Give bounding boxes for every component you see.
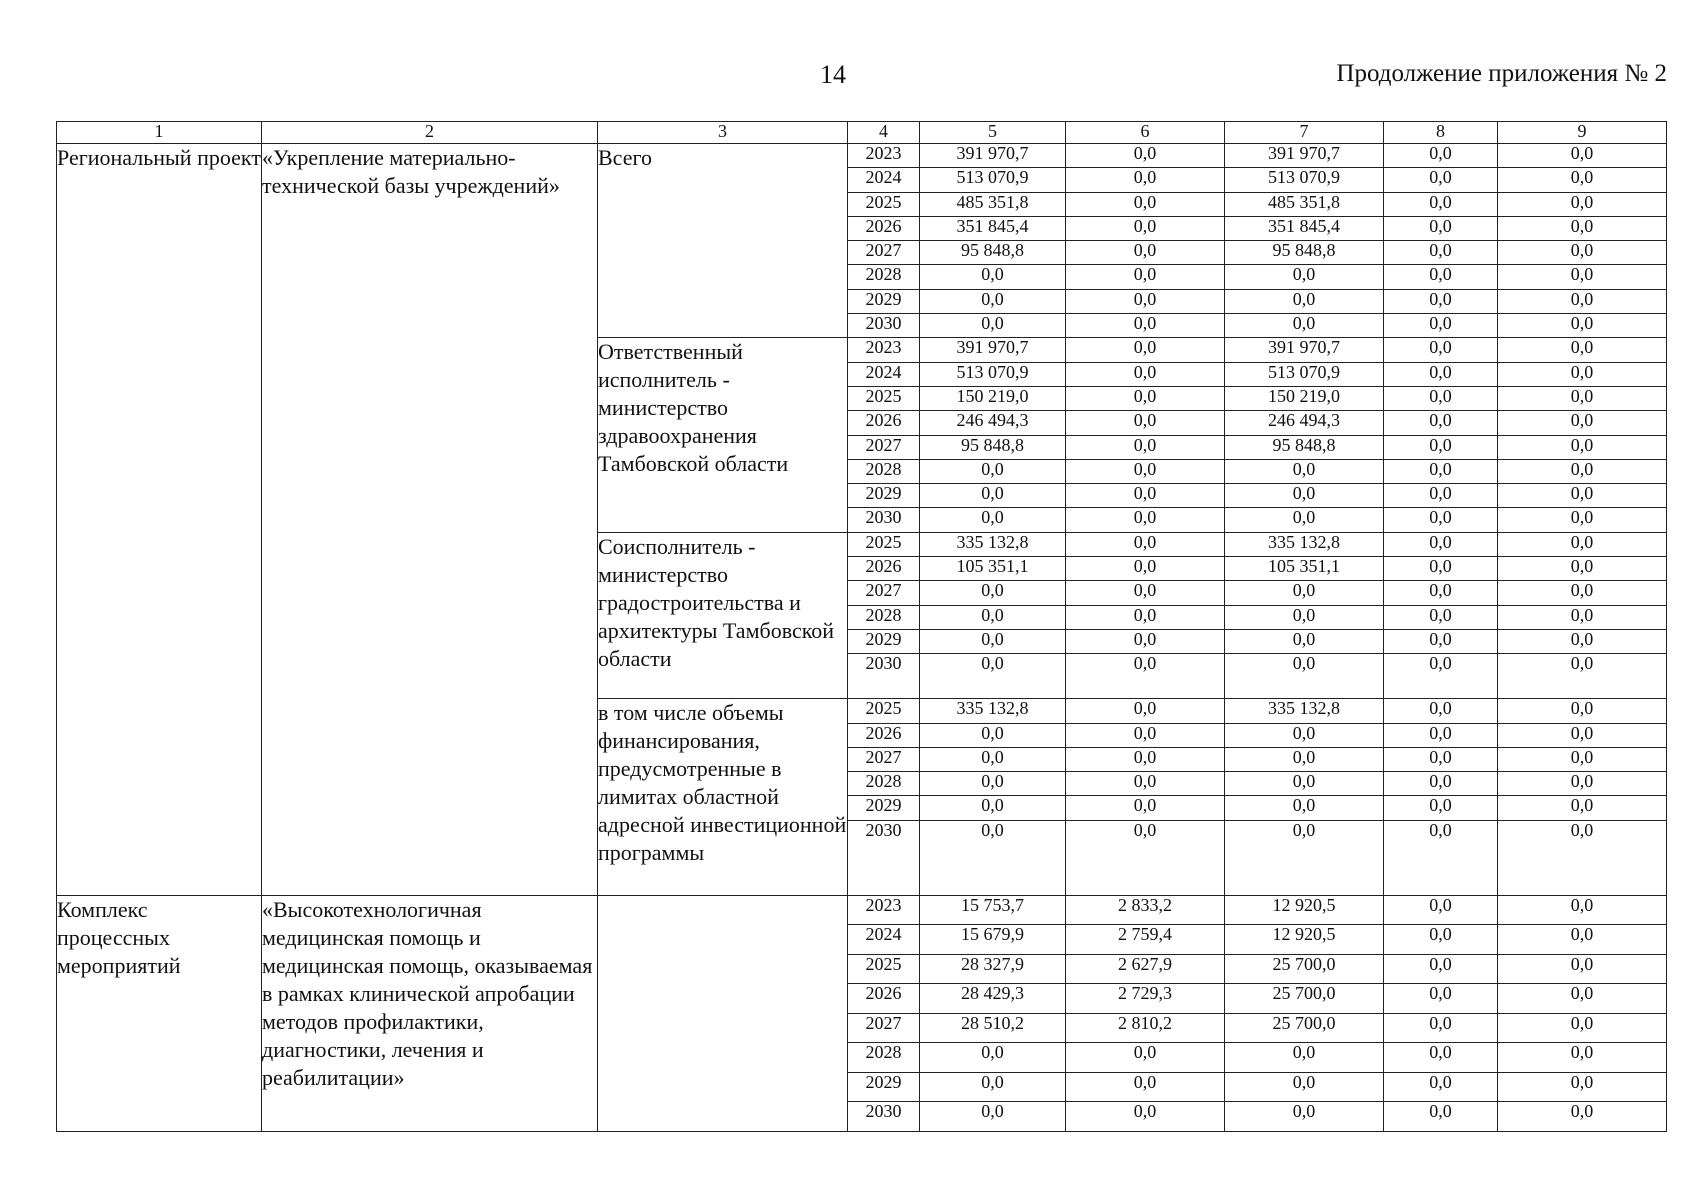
year-cell: 2030 bbox=[848, 820, 920, 895]
amount-cell: 0,0 bbox=[1384, 338, 1498, 362]
amount-cell: 0,0 bbox=[1384, 629, 1498, 653]
amount-cell: 0,0 bbox=[1066, 508, 1225, 532]
amount-cell: 0,0 bbox=[1066, 699, 1225, 723]
amount-cell: 0,0 bbox=[1066, 654, 1225, 699]
amount-cell: 0,0 bbox=[920, 605, 1066, 629]
amount-cell: 0,0 bbox=[1225, 772, 1384, 796]
amount-cell: 335 132,8 bbox=[920, 532, 1066, 556]
year-cell: 2025 bbox=[848, 954, 920, 984]
funding-source-cell: Соисполнитель - министерство градостроительства и архитектуры Тамбовской области bbox=[598, 532, 848, 698]
amount-cell: 0,0 bbox=[1384, 557, 1498, 581]
amount-cell: 351 845,4 bbox=[920, 216, 1066, 240]
amount-cell: 0,0 bbox=[1066, 435, 1225, 459]
amount-cell: 485 351,8 bbox=[1225, 192, 1384, 216]
amount-cell: 25 700,0 bbox=[1225, 1013, 1384, 1043]
amount-cell: 0,0 bbox=[1498, 557, 1667, 581]
amount-cell: 0,0 bbox=[1066, 557, 1225, 581]
amount-cell: 0,0 bbox=[1384, 1072, 1498, 1102]
amount-cell: 150 219,0 bbox=[1225, 386, 1384, 410]
year-cell: 2027 bbox=[848, 581, 920, 605]
amount-cell: 0,0 bbox=[1498, 314, 1667, 338]
amount-cell: 0,0 bbox=[1498, 984, 1667, 1014]
column-header: 4 bbox=[848, 122, 920, 144]
amount-cell: 0,0 bbox=[1498, 459, 1667, 483]
amount-cell: 246 494,3 bbox=[1225, 411, 1384, 435]
amount-cell: 0,0 bbox=[1498, 508, 1667, 532]
amount-cell: 0,0 bbox=[1384, 954, 1498, 984]
year-cell: 2027 bbox=[848, 1013, 920, 1043]
year-cell: 2026 bbox=[848, 723, 920, 747]
table-body bbox=[57, 122, 1667, 1132]
amount-cell: 0,0 bbox=[1384, 532, 1498, 556]
amount-cell: 246 494,3 bbox=[920, 411, 1066, 435]
appendix-label: Продолжение приложения № 2 bbox=[1336, 60, 1667, 87]
amount-cell: 0,0 bbox=[920, 314, 1066, 338]
amount-cell: 15 679,9 bbox=[920, 925, 1066, 955]
year-cell: 2028 bbox=[848, 772, 920, 796]
amount-cell: 0,0 bbox=[1498, 723, 1667, 747]
amount-cell: 0,0 bbox=[1384, 484, 1498, 508]
amount-cell: 0,0 bbox=[1498, 629, 1667, 653]
amount-cell: 0,0 bbox=[1498, 925, 1667, 955]
amount-cell: 0,0 bbox=[1498, 338, 1667, 362]
year-cell: 2027 bbox=[848, 435, 920, 459]
amount-cell: 0,0 bbox=[1498, 411, 1667, 435]
amount-cell: 0,0 bbox=[1225, 484, 1384, 508]
amount-cell: 0,0 bbox=[1498, 362, 1667, 386]
amount-cell: 15 753,7 bbox=[920, 895, 1066, 925]
amount-cell: 0,0 bbox=[1225, 1043, 1384, 1073]
year-cell: 2023 bbox=[848, 144, 920, 168]
amount-cell: 0,0 bbox=[1384, 605, 1498, 629]
amount-cell: 513 070,9 bbox=[920, 168, 1066, 192]
funding-source-cell bbox=[598, 895, 848, 1131]
amount-cell: 0,0 bbox=[920, 459, 1066, 483]
amount-cell: 0,0 bbox=[1066, 144, 1225, 168]
amount-cell: 0,0 bbox=[1225, 723, 1384, 747]
amount-cell: 0,0 bbox=[1066, 289, 1225, 313]
amount-cell: 0,0 bbox=[920, 581, 1066, 605]
amount-cell: 0,0 bbox=[1066, 1072, 1225, 1102]
amount-cell: 0,0 bbox=[1384, 241, 1498, 265]
amount-cell: 335 132,8 bbox=[920, 699, 1066, 723]
year-cell: 2023 bbox=[848, 338, 920, 362]
amount-cell: 0,0 bbox=[1066, 1102, 1225, 1132]
amount-cell: 0,0 bbox=[1066, 820, 1225, 895]
amount-cell: 0,0 bbox=[1498, 1072, 1667, 1102]
amount-cell: 391 970,7 bbox=[1225, 144, 1384, 168]
amount-cell: 0,0 bbox=[1498, 699, 1667, 723]
year-cell: 2030 bbox=[848, 314, 920, 338]
amount-cell: 0,0 bbox=[1225, 629, 1384, 653]
amount-cell: 0,0 bbox=[1066, 338, 1225, 362]
amount-cell: 0,0 bbox=[1498, 216, 1667, 240]
amount-cell: 0,0 bbox=[1225, 459, 1384, 483]
amount-cell: 0,0 bbox=[1498, 581, 1667, 605]
amount-cell: 0,0 bbox=[1066, 386, 1225, 410]
amount-cell: 0,0 bbox=[1384, 699, 1498, 723]
amount-cell: 28 429,3 bbox=[920, 984, 1066, 1014]
column-header: 5 bbox=[920, 122, 1066, 144]
column-header: 6 bbox=[1066, 122, 1225, 144]
amount-cell: 0,0 bbox=[1384, 265, 1498, 289]
column-header: 7 bbox=[1225, 122, 1384, 144]
amount-cell: 0,0 bbox=[1066, 192, 1225, 216]
section-name-cell: «Высокотехнологичная медицинская помощь и медицинская помощь, оказываемая в рамках клинической апробации методов профилактики, диагностики, лечения и реабилитации» bbox=[262, 895, 598, 1131]
page-number: 14 bbox=[820, 60, 846, 89]
amount-cell: 0,0 bbox=[1225, 314, 1384, 338]
amount-cell: 0,0 bbox=[1225, 605, 1384, 629]
funding-source-cell: Ответственный исполнитель - министерство здравоохранения Тамбовской области bbox=[598, 338, 848, 532]
amount-cell: 0,0 bbox=[1498, 605, 1667, 629]
amount-cell: 0,0 bbox=[1498, 241, 1667, 265]
amount-cell: 351 845,4 bbox=[1225, 216, 1384, 240]
amount-cell: 0,0 bbox=[920, 820, 1066, 895]
amount-cell: 28 510,2 bbox=[920, 1013, 1066, 1043]
amount-cell: 0,0 bbox=[1225, 289, 1384, 313]
amount-cell: 0,0 bbox=[1066, 629, 1225, 653]
amount-cell: 0,0 bbox=[1384, 508, 1498, 532]
year-cell: 2025 bbox=[848, 532, 920, 556]
amount-cell: 0,0 bbox=[1384, 216, 1498, 240]
amount-cell: 0,0 bbox=[1384, 895, 1498, 925]
amount-cell: 95 848,8 bbox=[920, 435, 1066, 459]
amount-cell: 2 627,9 bbox=[1066, 954, 1225, 984]
amount-cell: 0,0 bbox=[1066, 484, 1225, 508]
amount-cell: 0,0 bbox=[1384, 723, 1498, 747]
amount-cell: 25 700,0 bbox=[1225, 984, 1384, 1014]
amount-cell: 0,0 bbox=[1384, 984, 1498, 1014]
amount-cell: 0,0 bbox=[1498, 1102, 1667, 1132]
amount-cell: 0,0 bbox=[1225, 747, 1384, 771]
amount-cell: 0,0 bbox=[1225, 581, 1384, 605]
amount-cell: 0,0 bbox=[1384, 925, 1498, 955]
amount-cell: 0,0 bbox=[1225, 1102, 1384, 1132]
amount-cell: 95 848,8 bbox=[1225, 241, 1384, 265]
amount-cell: 0,0 bbox=[1066, 1043, 1225, 1073]
amount-cell: 0,0 bbox=[1384, 386, 1498, 410]
amount-cell: 25 700,0 bbox=[1225, 954, 1384, 984]
amount-cell: 0,0 bbox=[1225, 508, 1384, 532]
amount-cell: 0,0 bbox=[1384, 459, 1498, 483]
amount-cell: 0,0 bbox=[1384, 168, 1498, 192]
amount-cell: 0,0 bbox=[1384, 411, 1498, 435]
amount-cell: 391 970,7 bbox=[920, 338, 1066, 362]
amount-cell: 95 848,8 bbox=[1225, 435, 1384, 459]
column-header: 8 bbox=[1384, 122, 1498, 144]
year-cell: 2027 bbox=[848, 241, 920, 265]
amount-cell: 0,0 bbox=[920, 772, 1066, 796]
amount-cell: 335 132,8 bbox=[1225, 532, 1384, 556]
amount-cell: 0,0 bbox=[920, 508, 1066, 532]
amount-cell: 513 070,9 bbox=[1225, 168, 1384, 192]
amount-cell: 0,0 bbox=[1066, 314, 1225, 338]
amount-cell: 0,0 bbox=[1066, 216, 1225, 240]
amount-cell: 0,0 bbox=[1498, 1043, 1667, 1073]
section-type-cell: Региональный проект bbox=[57, 144, 262, 896]
amount-cell: 0,0 bbox=[1066, 241, 1225, 265]
amount-cell: 485 351,8 bbox=[920, 192, 1066, 216]
amount-cell: 513 070,9 bbox=[1225, 362, 1384, 386]
amount-cell: 0,0 bbox=[920, 1072, 1066, 1102]
amount-cell: 0,0 bbox=[1384, 1013, 1498, 1043]
amount-cell: 0,0 bbox=[1498, 289, 1667, 313]
amount-cell: 0,0 bbox=[1498, 435, 1667, 459]
year-cell: 2030 bbox=[848, 508, 920, 532]
funding-source-cell: Всего bbox=[598, 144, 848, 338]
year-cell: 2029 bbox=[848, 289, 920, 313]
amount-cell: 0,0 bbox=[1066, 459, 1225, 483]
amount-cell: 0,0 bbox=[1384, 796, 1498, 820]
amount-cell: 0,0 bbox=[1384, 772, 1498, 796]
amount-cell: 105 351,1 bbox=[920, 557, 1066, 581]
amount-cell: 0,0 bbox=[1498, 954, 1667, 984]
year-cell: 2026 bbox=[848, 984, 920, 1014]
amount-cell: 2 729,3 bbox=[1066, 984, 1225, 1014]
year-cell: 2026 bbox=[848, 216, 920, 240]
amount-cell: 0,0 bbox=[1384, 654, 1498, 699]
amount-cell: 0,0 bbox=[1384, 192, 1498, 216]
amount-cell: 0,0 bbox=[1498, 386, 1667, 410]
amount-cell: 0,0 bbox=[1066, 411, 1225, 435]
amount-cell: 513 070,9 bbox=[920, 362, 1066, 386]
amount-cell: 0,0 bbox=[1498, 747, 1667, 771]
year-cell: 2027 bbox=[848, 747, 920, 771]
amount-cell: 95 848,8 bbox=[920, 241, 1066, 265]
amount-cell: 150 219,0 bbox=[920, 386, 1066, 410]
amount-cell: 12 920,5 bbox=[1225, 925, 1384, 955]
column-header: 3 bbox=[598, 122, 848, 144]
amount-cell: 0,0 bbox=[1498, 1013, 1667, 1043]
year-cell: 2028 bbox=[848, 1043, 920, 1073]
amount-cell: 0,0 bbox=[1498, 654, 1667, 699]
amount-cell: 0,0 bbox=[920, 629, 1066, 653]
amount-cell: 12 920,5 bbox=[1225, 895, 1384, 925]
amount-cell: 335 132,8 bbox=[1225, 699, 1384, 723]
amount-cell: 0,0 bbox=[1384, 314, 1498, 338]
year-cell: 2025 bbox=[848, 386, 920, 410]
year-cell: 2024 bbox=[848, 362, 920, 386]
amount-cell: 0,0 bbox=[1066, 605, 1225, 629]
amount-cell: 0,0 bbox=[1498, 820, 1667, 895]
amount-cell: 0,0 bbox=[1066, 581, 1225, 605]
amount-cell: 391 970,7 bbox=[920, 144, 1066, 168]
year-cell: 2024 bbox=[848, 168, 920, 192]
amount-cell: 0,0 bbox=[1225, 654, 1384, 699]
column-header: 2 bbox=[262, 122, 598, 144]
funding-source-cell: в том числе объемы финансирования, предусмотренные в лимитах областной адресной инвестиционной программы bbox=[598, 699, 848, 895]
amount-cell: 0,0 bbox=[1066, 362, 1225, 386]
amount-cell: 0,0 bbox=[1498, 265, 1667, 289]
amount-cell: 0,0 bbox=[1066, 265, 1225, 289]
amount-cell: 0,0 bbox=[920, 723, 1066, 747]
column-header: 1 bbox=[57, 122, 262, 144]
amount-cell: 0,0 bbox=[1225, 796, 1384, 820]
amount-cell: 0,0 bbox=[1225, 1072, 1384, 1102]
year-cell: 2029 bbox=[848, 796, 920, 820]
amount-cell: 0,0 bbox=[1384, 144, 1498, 168]
amount-cell: 0,0 bbox=[1066, 772, 1225, 796]
amount-cell: 0,0 bbox=[1225, 265, 1384, 289]
year-cell: 2026 bbox=[848, 411, 920, 435]
amount-cell: 2 833,2 bbox=[1066, 895, 1225, 925]
year-cell: 2028 bbox=[848, 265, 920, 289]
amount-cell: 0,0 bbox=[1384, 289, 1498, 313]
year-cell: 2025 bbox=[848, 192, 920, 216]
amount-cell: 0,0 bbox=[920, 747, 1066, 771]
amount-cell: 0,0 bbox=[1384, 747, 1498, 771]
amount-cell: 0,0 bbox=[920, 1043, 1066, 1073]
amount-cell: 0,0 bbox=[1498, 796, 1667, 820]
amount-cell: 0,0 bbox=[1384, 581, 1498, 605]
amount-cell: 0,0 bbox=[1384, 820, 1498, 895]
amount-cell: 0,0 bbox=[1384, 1102, 1498, 1132]
year-cell: 2023 bbox=[848, 895, 920, 925]
amount-cell: 0,0 bbox=[1498, 772, 1667, 796]
amount-cell: 0,0 bbox=[1066, 796, 1225, 820]
amount-cell: 391 970,7 bbox=[1225, 338, 1384, 362]
amount-cell: 0,0 bbox=[1384, 362, 1498, 386]
table-row bbox=[57, 895, 1667, 925]
amount-cell: 0,0 bbox=[920, 796, 1066, 820]
amount-cell: 0,0 bbox=[920, 654, 1066, 699]
amount-cell: 2 810,2 bbox=[1066, 1013, 1225, 1043]
year-cell: 2024 bbox=[848, 925, 920, 955]
amount-cell: 0,0 bbox=[1384, 1043, 1498, 1073]
year-cell: 2025 bbox=[848, 699, 920, 723]
amount-cell: 0,0 bbox=[1066, 723, 1225, 747]
amount-cell: 0,0 bbox=[1066, 168, 1225, 192]
year-cell: 2029 bbox=[848, 629, 920, 653]
amount-cell: 0,0 bbox=[1225, 820, 1384, 895]
year-cell: 2029 bbox=[848, 1072, 920, 1102]
year-cell: 2030 bbox=[848, 654, 920, 699]
column-header: 9 bbox=[1498, 122, 1667, 144]
amount-cell: 0,0 bbox=[920, 265, 1066, 289]
amount-cell: 0,0 bbox=[1066, 747, 1225, 771]
year-cell: 2028 bbox=[848, 605, 920, 629]
financing-table bbox=[56, 121, 1667, 1132]
amount-cell: 0,0 bbox=[920, 484, 1066, 508]
amount-cell: 0,0 bbox=[1384, 435, 1498, 459]
amount-cell: 0,0 bbox=[1498, 144, 1667, 168]
amount-cell: 0,0 bbox=[1066, 532, 1225, 556]
year-cell: 2026 bbox=[848, 557, 920, 581]
amount-cell: 0,0 bbox=[920, 289, 1066, 313]
section-type-cell: Комплекс процессных мероприятий bbox=[57, 895, 262, 1131]
amount-cell: 2 759,4 bbox=[1066, 925, 1225, 955]
amount-cell: 28 327,9 bbox=[920, 954, 1066, 984]
table-row bbox=[57, 144, 1667, 168]
amount-cell: 105 351,1 bbox=[1225, 557, 1384, 581]
amount-cell: 0,0 bbox=[1498, 192, 1667, 216]
amount-cell: 0,0 bbox=[1498, 484, 1667, 508]
year-cell: 2028 bbox=[848, 459, 920, 483]
year-cell: 2029 bbox=[848, 484, 920, 508]
amount-cell: 0,0 bbox=[1498, 168, 1667, 192]
amount-cell: 0,0 bbox=[920, 1102, 1066, 1132]
year-cell: 2030 bbox=[848, 1102, 920, 1132]
section-name-cell: «Укрепление материально-технической базы учреждений» bbox=[262, 144, 598, 896]
amount-cell: 0,0 bbox=[1498, 532, 1667, 556]
amount-cell: 0,0 bbox=[1498, 895, 1667, 925]
column-header-row bbox=[57, 122, 1667, 144]
